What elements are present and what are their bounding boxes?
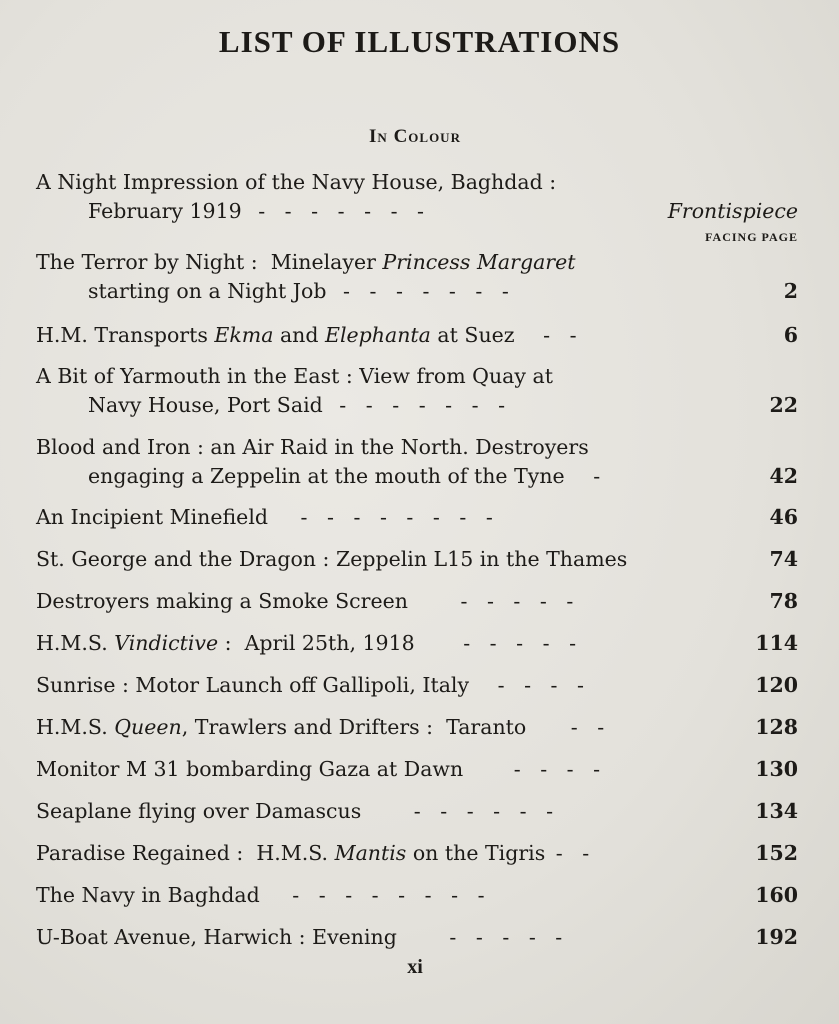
entry-caption-line1: A Night Impression of the Navy House, Baghdad : [36,170,557,194]
entry-page-number: 6 [783,323,798,347]
section-subtitle: In Colour [369,126,461,147]
leader-dots: - - - - - [463,631,577,655]
list-item [36,671,798,700]
list-item [36,839,798,868]
entry-page-number: 2 [783,279,798,303]
leader-dots: - - - - - - - [339,393,506,417]
entry-caption-part: : April 25th, 1918 [218,631,415,655]
entry-page-number: 22 [769,393,798,417]
leader-dots: - - - - - [449,925,563,949]
page-folio: xi [407,956,423,978]
entry-caption-part: The Terror by Night : Minelayer [36,250,383,274]
entry-caption-italic: Elephanta [325,323,431,347]
list-item [36,713,798,742]
entry-caption: U-Boat Avenue, Harwich : Evening [36,925,397,949]
list-item [36,629,798,658]
entry-caption: Monitor M 31 bombarding Gaza at Dawn [36,757,464,781]
entry-caption: Sunrise : Motor Launch off Gallipoli, Italy [36,673,470,697]
leader-dots: - - - - - - - [343,279,509,303]
entry-page-number: Frontispiece [667,199,798,223]
entry-caption-line1: Blood and Iron : an Air Raid in the North. Destroyers [36,435,589,459]
entry-caption: Seaplane flying over Damascus [36,799,362,823]
list-item [36,362,798,420]
entry-caption-part: Paradise Regained : H.M.S. [36,841,335,865]
entry-page-number: 42 [769,464,798,488]
entry-caption-part: H.M.S. [36,715,115,739]
leader-dots: - - - - - - - - [292,883,485,907]
entry-page-number: 128 [755,715,798,739]
entry-page-number: 152 [755,841,798,865]
entry-caption-part: H.M.S. [36,631,115,655]
list-item [36,503,798,532]
entry-caption-line2: February 1919 [88,199,242,223]
list-item [36,248,798,306]
entry-caption-line2: Navy House, Port Said [88,393,323,417]
list-item [36,881,798,910]
entry-caption-part: and [273,323,326,347]
leader-dots: - - [543,323,577,347]
leader-dots: - - [555,841,590,865]
leader-dots: - - [570,715,605,739]
entry-page-number: 74 [769,547,798,571]
leader-dots: - - - - [513,757,601,781]
list-item [36,797,798,826]
entry-page-number: 78 [769,589,798,613]
list-item [36,923,798,952]
entry-caption-part: at Suez [430,323,515,347]
entry-caption: Destroyers making a Smoke Screen [36,589,408,613]
entry-page-number: 46 [769,505,798,529]
leader-dots: - - - - - - - [258,199,424,223]
entry-caption-italic: Princess Margaret [382,250,576,274]
entry-caption: The Navy in Baghdad [36,883,260,907]
entry-caption-part: , Trawlers and Drifters : Taranto [181,715,527,739]
list-item [36,587,798,616]
page-title: LIST OF ILLUSTRATIONS [218,24,621,59]
entry-page-number: 134 [755,799,798,823]
entry-caption-part: H.M. Transports [36,323,215,347]
list-item [36,545,798,574]
entry-page-number: 120 [755,673,798,697]
entry-page-number: 114 [755,631,798,655]
facing-page-label: FACING PAGE [705,230,798,244]
entry-caption-part: on the Tigris [406,841,546,865]
entry-caption: St. George and the Dragon : Zeppelin L15 in the Thames [36,547,628,571]
illustrations-list [36,168,798,952]
entry-caption-italic: Vindictive [114,631,219,655]
entry-page-number: 130 [755,757,798,781]
entry-caption-line1: A Bit of Yarmouth in the East : View from Quay at [36,364,553,388]
leader-dots: - - - - - - - - [300,505,493,529]
entry-caption-line2: starting on a Night Job [88,279,327,303]
entry-page-number: 160 [755,883,798,907]
list-item [36,168,798,226]
list-item [36,433,798,491]
entry-caption-line2: engaging a Zeppelin at the mouth of the Tyne [88,464,565,488]
leader-dots: - - - - - [460,589,574,613]
list-item [36,321,798,350]
leader-dots: - [593,464,601,488]
entry-page-number: 192 [755,925,798,949]
entry-caption-italic: Queen [114,715,182,739]
entry-caption: An Incipient Minefield [36,505,268,529]
leader-dots: - - - - - - [413,799,554,823]
entry-caption-italic: Mantis [334,841,407,865]
entry-caption-italic: Ekma [214,323,274,347]
list-item [36,755,798,784]
leader-dots: - - - - [497,673,584,697]
